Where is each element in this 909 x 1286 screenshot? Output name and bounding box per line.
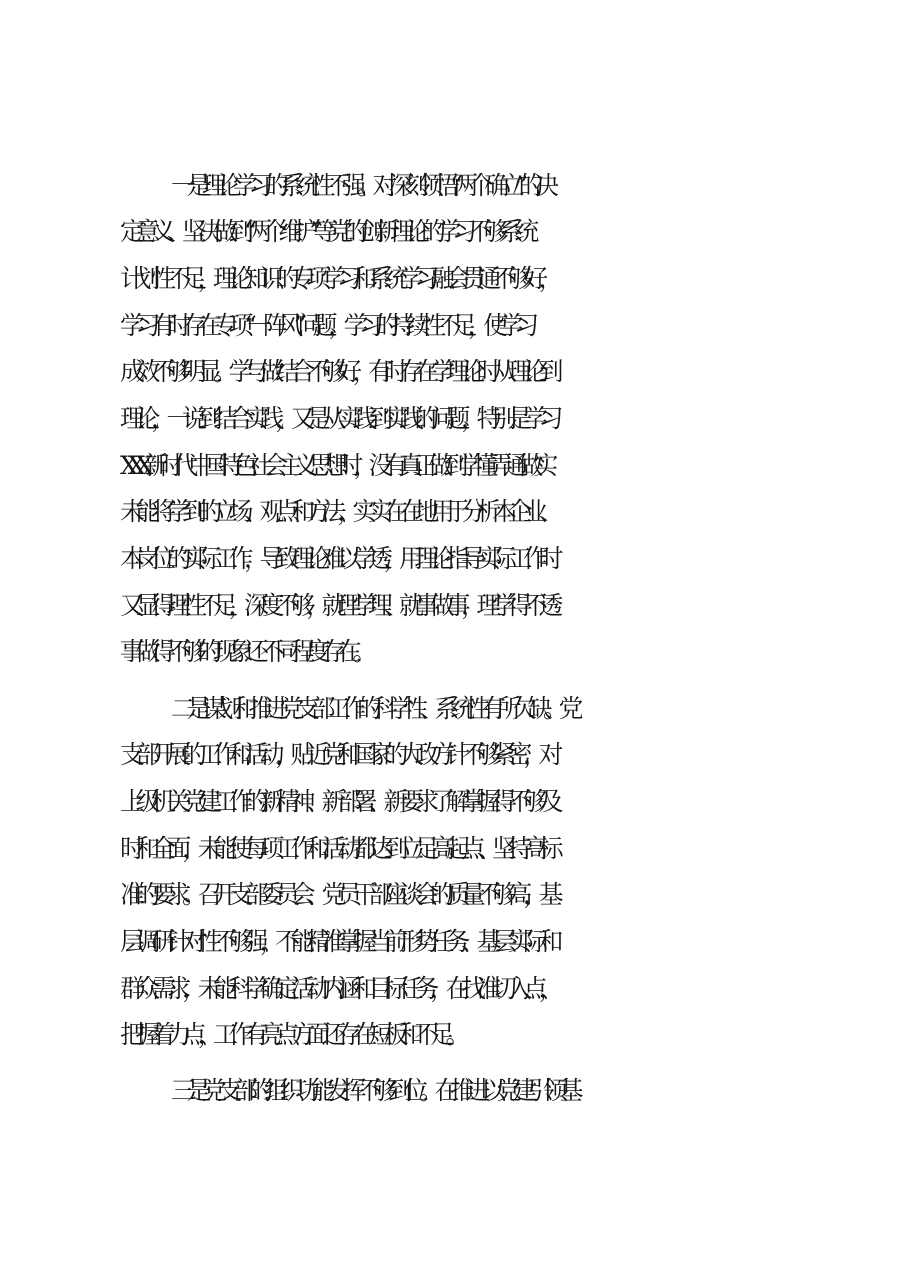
paragraph-1-line-7: XXX新时代中国特色社会主义思想时，没有真正做到学懂弄通做实 — [120, 451, 549, 480]
paragraph-1-line-9: 本岗位的实际工作，导致理论难以学透，用理论指导实际工作时 — [120, 544, 555, 573]
paragraph-1-line-4: 学习有时存在专项“一阵风”问题，学习的持续性不足，使学习 — [120, 311, 530, 340]
paragraph-1-line-3: 计划性不足，理论知识的专项学习和系统学习融会贯通不够好， — [120, 264, 555, 293]
paragraph-2-line-2: 支部开展的工作和活动，贴近党和国家的大政方针不够紧密，对 — [120, 740, 555, 769]
paragraph-1-line-6: 理论，一说到结合实践，又是从实践到实践的问题，特别是学习 — [120, 404, 555, 433]
paragraph-2-line-6: 层调研针对性不够强，不能精准掌握当前形势任务、基层实际和 — [120, 927, 555, 956]
paragraph-1-line-1: 一是理论学习的系统性不强。对深刻领悟“两个确立”的决 — [171, 171, 550, 200]
paragraph-2-line-4: 时和全面，未能使每项工作和活动都达到立足高起点、坚持高标 — [120, 834, 555, 863]
paragraph-2-line-8: 把握着力点，工作有亮点方面还存在短板和不足。 — [120, 1020, 462, 1049]
paragraph-1-line-11: 事做得不够的现象还不同程度存在。 — [120, 637, 369, 666]
paragraph-1-line-5: 成效不够明显。学与做结合不够好，有时存在学理论时从理论到 — [120, 357, 555, 386]
paragraph-2-line-5: 准的要求。召开支部委员会、党员干部座谈会的质量不够高，基 — [120, 880, 555, 909]
paragraph-2-line-3: 上级机关党建工作的新精神、新部署、新要求了解掌握得不够及 — [120, 787, 555, 816]
paragraph-1-line-10: 又显得理性不足，深度不够，就理学理、就事做事，理学得不透 — [120, 591, 555, 620]
paragraph-3-line-1: 三是党支部的组织功能发挥不够到位。在推进以党建引领基 — [171, 1076, 575, 1105]
paragraph-2-line-7: 群众需求，未能科学确定活动内涵和目标任务，在找准切入点， — [120, 974, 555, 1003]
paragraph-2-line-1: 二是谋划和推进党支部工作的科学性、系统性有所欠缺。党 — [171, 694, 575, 723]
paragraph-1-line-8: 未能将学到的立场、观点和方法，实实在在地用于分析本企业、 — [120, 497, 555, 526]
paragraph-1-line-2: 定意义、坚决做到“两个维护”等党的创新理论的学习不够系统 — [120, 217, 530, 246]
